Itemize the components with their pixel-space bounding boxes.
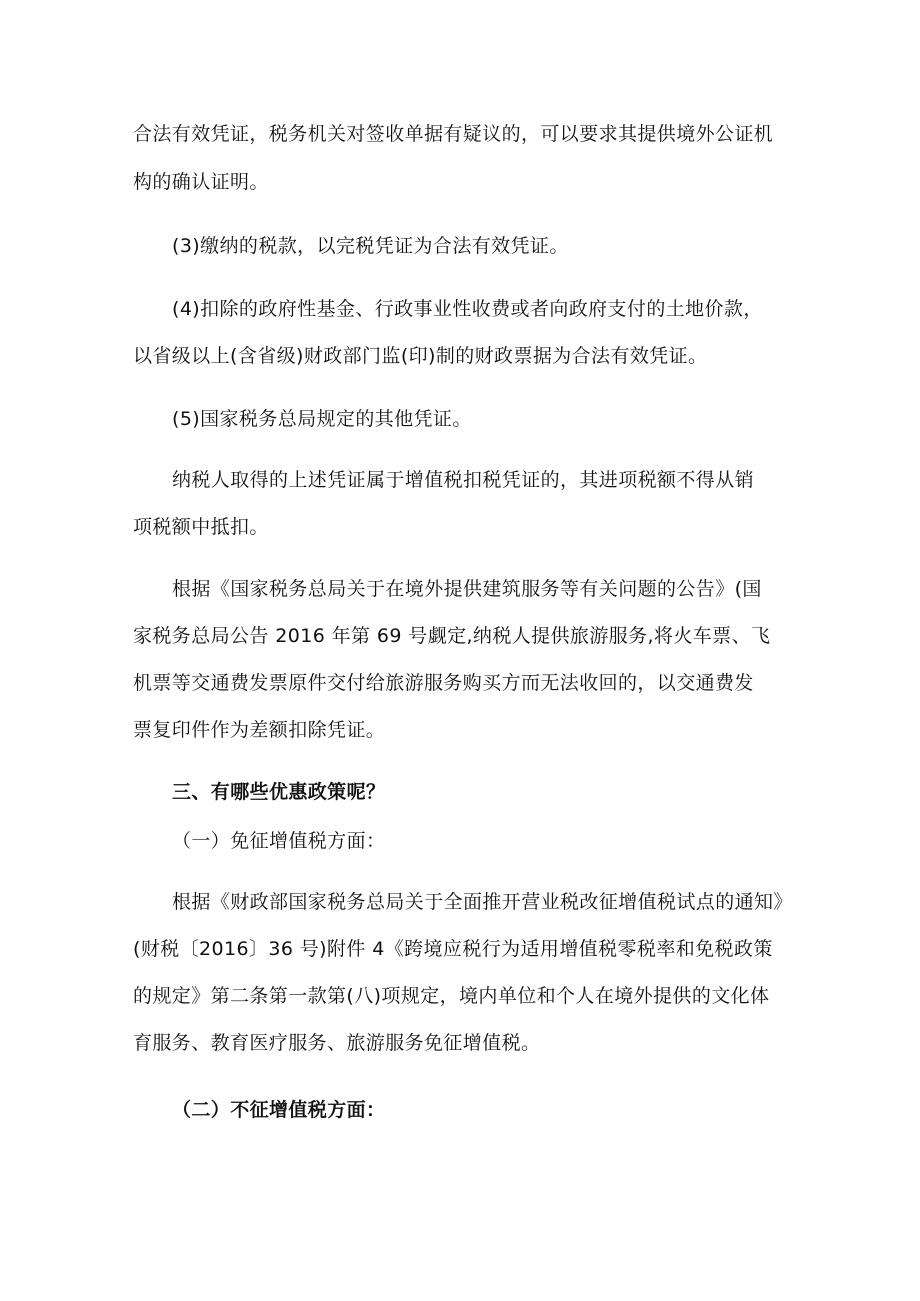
subsection-heading-2: （二）不征增值税方面： <box>172 1099 386 1121</box>
item-4-line-2: 以省级以上(含省级)财政部门监(印)制的财政票据为合法有效凭证。 <box>133 345 708 367</box>
paragraph-policy-line-3: 的规定》第二条第一款第(八)项规定，境内单位和个人在境外提供的文化体 <box>133 985 770 1007</box>
item-3-line: (3)缴纳的税款，以完税凭证为合法有效凭证。 <box>172 235 569 257</box>
paragraph-line-1: 合法有效凭证，税务机关对签收单据有疑议的，可以要求其提供境外公证机 <box>133 123 774 145</box>
item-4-line-1: (4)扣除的政府性基金、行政事业性收费或者向政府支付的土地价款， <box>172 298 763 320</box>
paragraph-announcement-line-1: 根据《国家税务总局关于在境外提供建筑服务等有关问题的公告》(国 <box>172 578 762 600</box>
section-heading-3: 三、有哪些优惠政策呢？ <box>172 781 386 803</box>
subsection-heading-1: （一）免征增值税方面： <box>172 830 386 852</box>
paragraph-announcement-line-4: 票复印件作为差额扣除凭证。 <box>133 719 386 741</box>
item-5-line: (5)国家税务总局规定的其他凭证。 <box>172 408 472 430</box>
paragraph-line-2: 构的确认证明。 <box>133 171 269 193</box>
paragraph-deduction-line-1: 纳税人取得的上述凭证属于增值税扣税凭证的，其进项税额不得从销 <box>172 469 755 491</box>
paragraph-policy-line-1: 根据《财政部国家税务总局关于全面推开营业税改征增值税试点的通知》 <box>172 891 793 913</box>
paragraph-deduction-line-2: 项税额中抵扣。 <box>133 516 269 538</box>
paragraph-announcement-line-3: 机票等交通费发票原件交付给旅游服务购买方而无法收回的，以交通费发 <box>133 672 754 694</box>
paragraph-announcement-line-2: 家税务总局公告 2016 年第 69 号觑定,纳税人提供旅游服务,将火车票、飞 <box>133 625 771 647</box>
paragraph-policy-line-4: 育服务、教育医疗服务、旅游服务免征增值税。 <box>133 1032 541 1054</box>
paragraph-policy-line-2: (财税〔2016〕36 号)附件 4《跨境应税行为适用增值税零税率和免税政策 <box>133 938 773 960</box>
